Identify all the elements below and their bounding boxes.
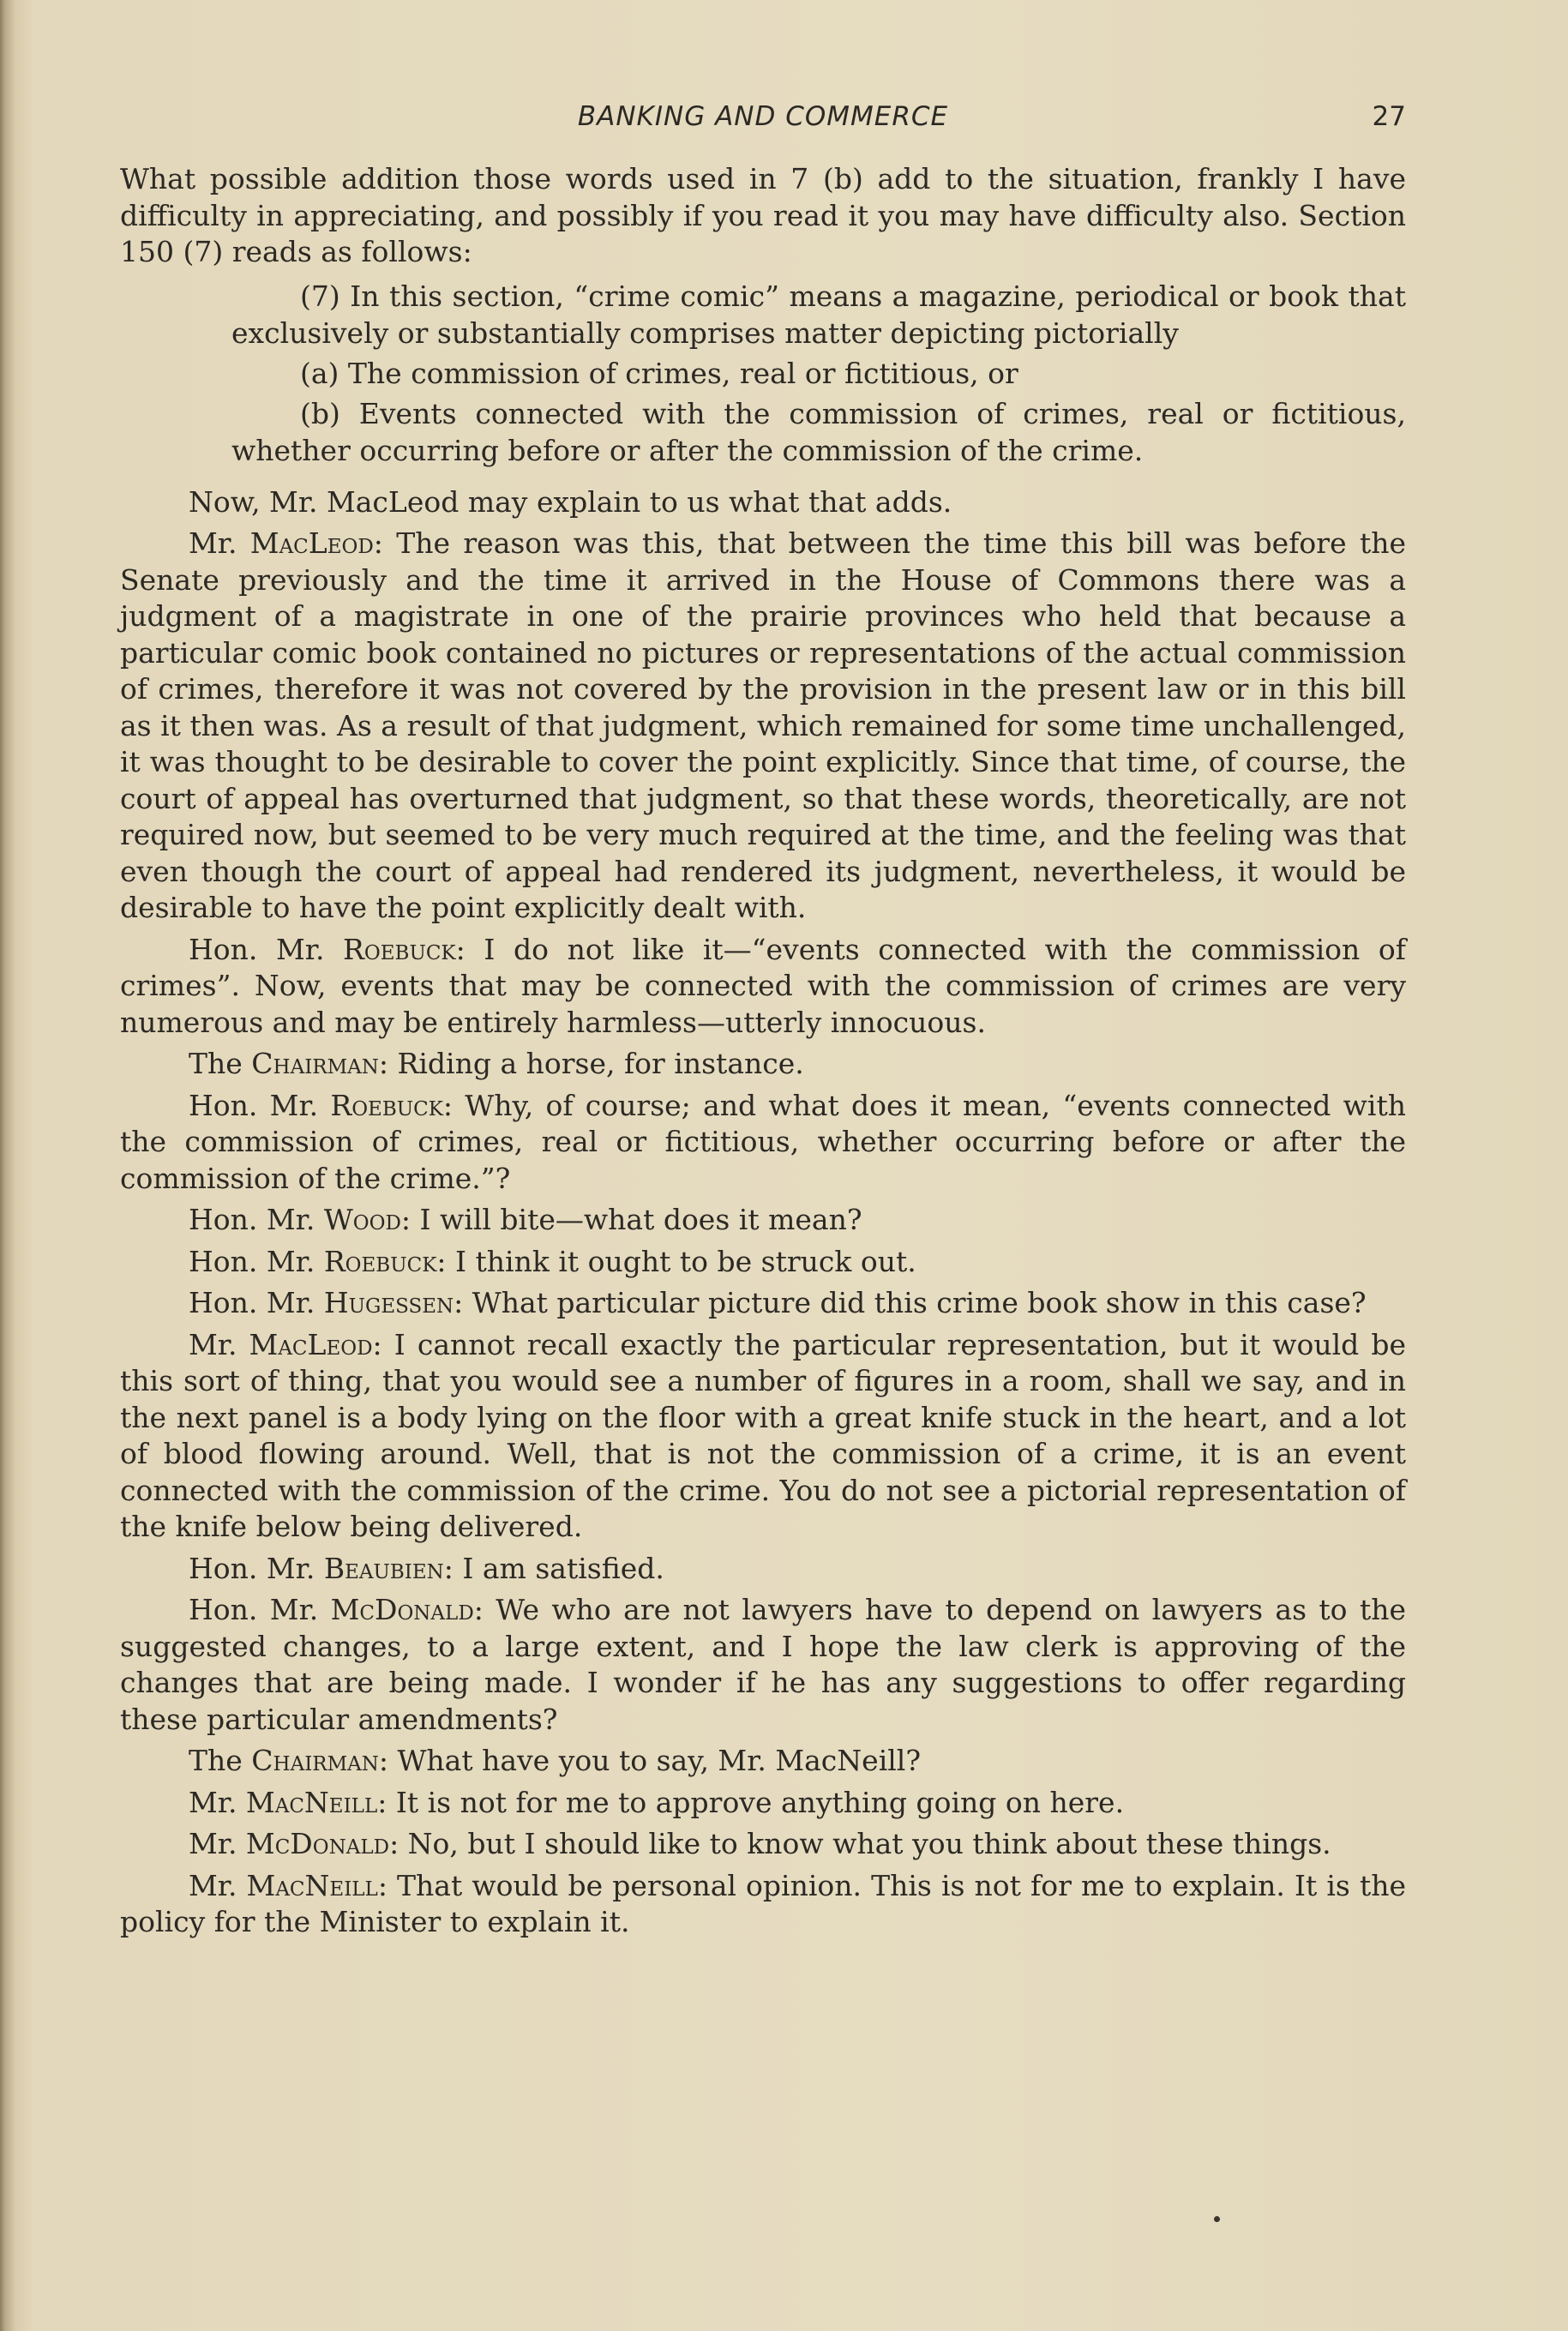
speaker-name: McDonald <box>245 1827 390 1860</box>
speaker-paragraph <box>120 932 1406 1042</box>
quote-item-a: (a) The commission of crimes, real or fictitious, or <box>300 356 1018 390</box>
speaker-prefix: Hon. Mr. <box>189 1593 331 1626</box>
speaker-prefix: The <box>189 1744 252 1777</box>
speech-text: : It is not for me to approve anything going on here. <box>377 1785 1125 1819</box>
speaker-prefix: Hon. Mr. <box>189 1286 324 1319</box>
speech-text: : I think it ought to be struck out. <box>436 1244 916 1278</box>
speech-text: : Why, of course; and what does it mean, “events connected with the commission of crimes, real or fictitious, whether occurring before or after the commission of the crime.”? <box>120 1088 1406 1195</box>
document-page <box>120 94 1406 2289</box>
speaker-paragraph <box>120 1088 1406 1198</box>
running-title: BANKING AND COMMERCE <box>577 101 949 132</box>
speaker-name: Chairman <box>251 1744 379 1777</box>
transcript-body <box>120 484 1406 1941</box>
speech-text: : We who are not lawyers have to depend on lawyers as to the suggested changes, to a large extent, and I hope the law clerk is approving of the changes that are being made. I wonder if he has any suggestions to offer regarding these particular amendments? <box>120 1593 1406 1736</box>
speech-text: : I cannot recall exactly the particular representation, but it would be this sort of thing, that you would see a number of figures in a room, shall we say, and in the next panel is a body lying on the floor with a great knife stuck in the heart, and a lot of blood flowing around. Well, that is not the commission of a crime, it is an event connected with the commission of the crime. You do not see a pictorial representation of the knife below being delivered. <box>120 1327 1407 1543</box>
speaker-name: MacNeill <box>246 1868 378 1902</box>
speech-text: : I will bite—what does it mean? <box>400 1203 862 1236</box>
speaker-name: Chairman <box>251 1047 379 1080</box>
speaker-prefix: The <box>189 1047 252 1080</box>
speaker-name: Roebuck <box>330 1088 443 1122</box>
speaker-name: Beaubien <box>323 1551 444 1585</box>
intro-paragraph: What possible addition those words used in 7 (b) add to the situation, frankly I have difficulty in appreciating, and possibly if you read it you may have difficulty also. Section 150 (7) reads as follows: <box>120 162 1406 268</box>
speaker-prefix: Hon. Mr. <box>189 1244 324 1278</box>
speaker-prefix: Mr. <box>189 1785 246 1819</box>
speaker-prefix: Hon. Mr. <box>189 932 344 966</box>
speaker-prefix: Mr. <box>189 1327 249 1361</box>
speaker-paragraph <box>120 1285 1406 1322</box>
block-quote <box>231 278 1406 469</box>
speaker-paragraph <box>120 484 1406 521</box>
speaker-name: MacLeod <box>249 1327 373 1361</box>
speech-text: : Riding a horse, for instance. <box>378 1047 804 1080</box>
speaker-name: Wood <box>323 1203 401 1236</box>
speaker-prefix: Hon. Mr. <box>189 1088 331 1122</box>
speaker-prefix: Hon. Mr. <box>189 1203 324 1236</box>
speech-text: : What particular picture did this crime book show in this case? <box>454 1286 1367 1319</box>
speaker-paragraph <box>120 1551 1406 1588</box>
speaker-paragraph <box>120 1327 1406 1546</box>
quote-lead: (7) In this section, “crime comic” means a magazine, periodical or book that exclusively or substantially comprises matter depicting pictorially <box>231 279 1406 350</box>
quote-item-b: (b) Events connected with the commission of crimes, real or fictitious, whether occurring before or after the commission of the crime. <box>231 396 1406 467</box>
speaker-prefix: Mr. <box>189 526 250 560</box>
speaker-prefix: Mr. <box>189 1827 246 1860</box>
speaker-paragraph <box>120 1826 1406 1863</box>
speaker-prefix: Hon. Mr. <box>189 1551 324 1585</box>
speaker-name: McDonald <box>330 1593 474 1626</box>
speech-text: : What have you to say, Mr. MacNeill? <box>378 1744 922 1777</box>
speaker-name: Roebuck <box>343 932 456 966</box>
speaker-name: Roebuck <box>323 1244 437 1278</box>
speech-text: : That would be personal opinion. This is not for me to explain. It is the policy for the Minister to explain it. <box>120 1868 1406 1938</box>
speech-text: : The reason was this, that between the time this bill was before the Senate previously and the time it arrived in the House of Commons there was a judgment of a magistrate in one of the prairie provinces who held that because a particular comic book contained no pictures or representations of the actual commission of crimes, therefore it was not covered by the provision in the present law or in this bill as it then was. As a result of that judgment, which remained for some time unchallenged, it was thought to be desirable to cover the point explicitly. Since that time, of course, the court of appeal has overturned that judgment, so that these words, theoretically, are not required now, but seemed to be very much required at the time, and the feeling was that even though the court of appeal had rendered its judgment, nevertheless, it would be desirable to have the point explicitly dealt with. <box>120 526 1406 924</box>
speaker-paragraph <box>120 1785 1406 1822</box>
speaker-paragraph <box>120 526 1406 927</box>
speech-text: : I am satisfied. <box>443 1551 664 1585</box>
speaker-paragraph <box>120 1202 1406 1239</box>
speech-text: Now, Mr. MacLeod may explain to us what that adds. <box>189 484 952 519</box>
speaker-name: MacNeill <box>245 1785 378 1819</box>
page-number: 27 <box>1372 101 1406 132</box>
stray-mark <box>1214 2216 1220 2222</box>
speech-text: : No, but I should like to know what you think about these things. <box>389 1827 1331 1860</box>
speaker-paragraph <box>120 1743 1406 1780</box>
speaker-paragraph <box>120 1592 1406 1738</box>
speaker-name: MacLeod <box>249 526 374 560</box>
speaker-paragraph <box>120 1046 1406 1083</box>
speech-text: : I do not like it—“events connected with the commission of crimes”. Now, events that may be connected with the commission of crimes are very numerous and may be entirely harmless—utterly innocuous. <box>120 932 1406 1039</box>
speaker-prefix: Mr. <box>189 1868 247 1902</box>
speaker-paragraph <box>120 1868 1406 1941</box>
speaker-paragraph <box>120 1244 1406 1281</box>
speaker-name: Hugessen <box>323 1286 454 1319</box>
page-header <box>120 94 1406 146</box>
